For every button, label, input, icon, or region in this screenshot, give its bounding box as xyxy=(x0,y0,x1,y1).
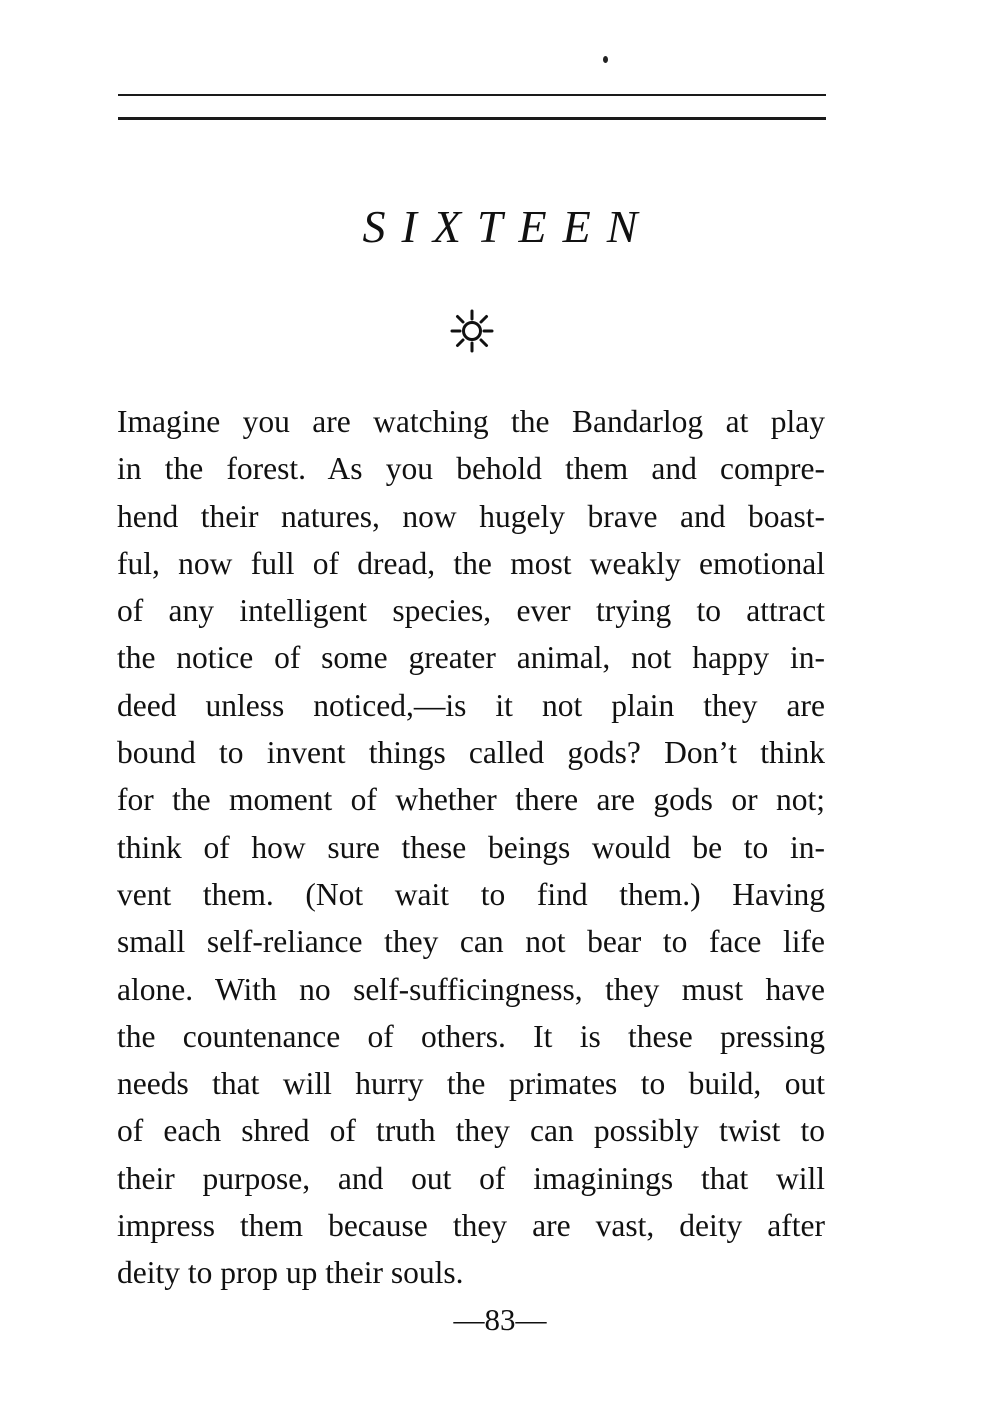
text-line: alone. With no self-sufficingness, they must have xyxy=(117,971,825,1007)
text-line: bound to invent things called gods? Don’t think xyxy=(117,735,825,771)
sun-ornament-icon xyxy=(448,307,496,355)
text-line: Imagine you are watching the Bandarlog at play xyxy=(117,404,825,439)
ink-speck xyxy=(603,56,608,63)
chapter-body xyxy=(117,398,825,1297)
header-rule-thin xyxy=(118,94,826,96)
text-line: impress them because they are vast, deity after xyxy=(117,1208,825,1244)
text-line: the countenance of others. It is these pressing xyxy=(117,1018,825,1054)
text-line: deity to prop up their souls. xyxy=(117,1255,464,1291)
text-line: vent them. (Not wait to find them.) Having xyxy=(117,876,825,912)
text-line: needs that will hurry the primates to build, out xyxy=(117,1066,825,1102)
text-line: hend their natures, now hugely brave and boast- xyxy=(117,498,825,534)
text-line: the notice of some greater animal, not happy in- xyxy=(117,640,825,676)
text-line: of each shred of truth they can possibly twist to xyxy=(117,1113,825,1149)
text-line: small self-reliance they can not bear to face life xyxy=(117,924,825,960)
text-line: of any intelligent species, ever trying to attract xyxy=(117,593,825,629)
text-line: ful, now full of dread, the most weakly emotional xyxy=(117,545,825,581)
text-line: think of how sure these beings would be to in- xyxy=(117,829,825,865)
chapter-title: SIXTEEN xyxy=(362,201,654,252)
text-line: their purpose, and out of imaginings that will xyxy=(117,1160,825,1196)
page-number: —83— xyxy=(453,1302,547,1337)
text-line: for the moment of whether there are gods or not; xyxy=(117,782,825,818)
header-rule-thick xyxy=(118,117,826,120)
text-line: deed unless noticed,—is it not plain they are xyxy=(117,687,825,723)
text-line: in the forest. As you behold them and compre- xyxy=(117,451,825,487)
